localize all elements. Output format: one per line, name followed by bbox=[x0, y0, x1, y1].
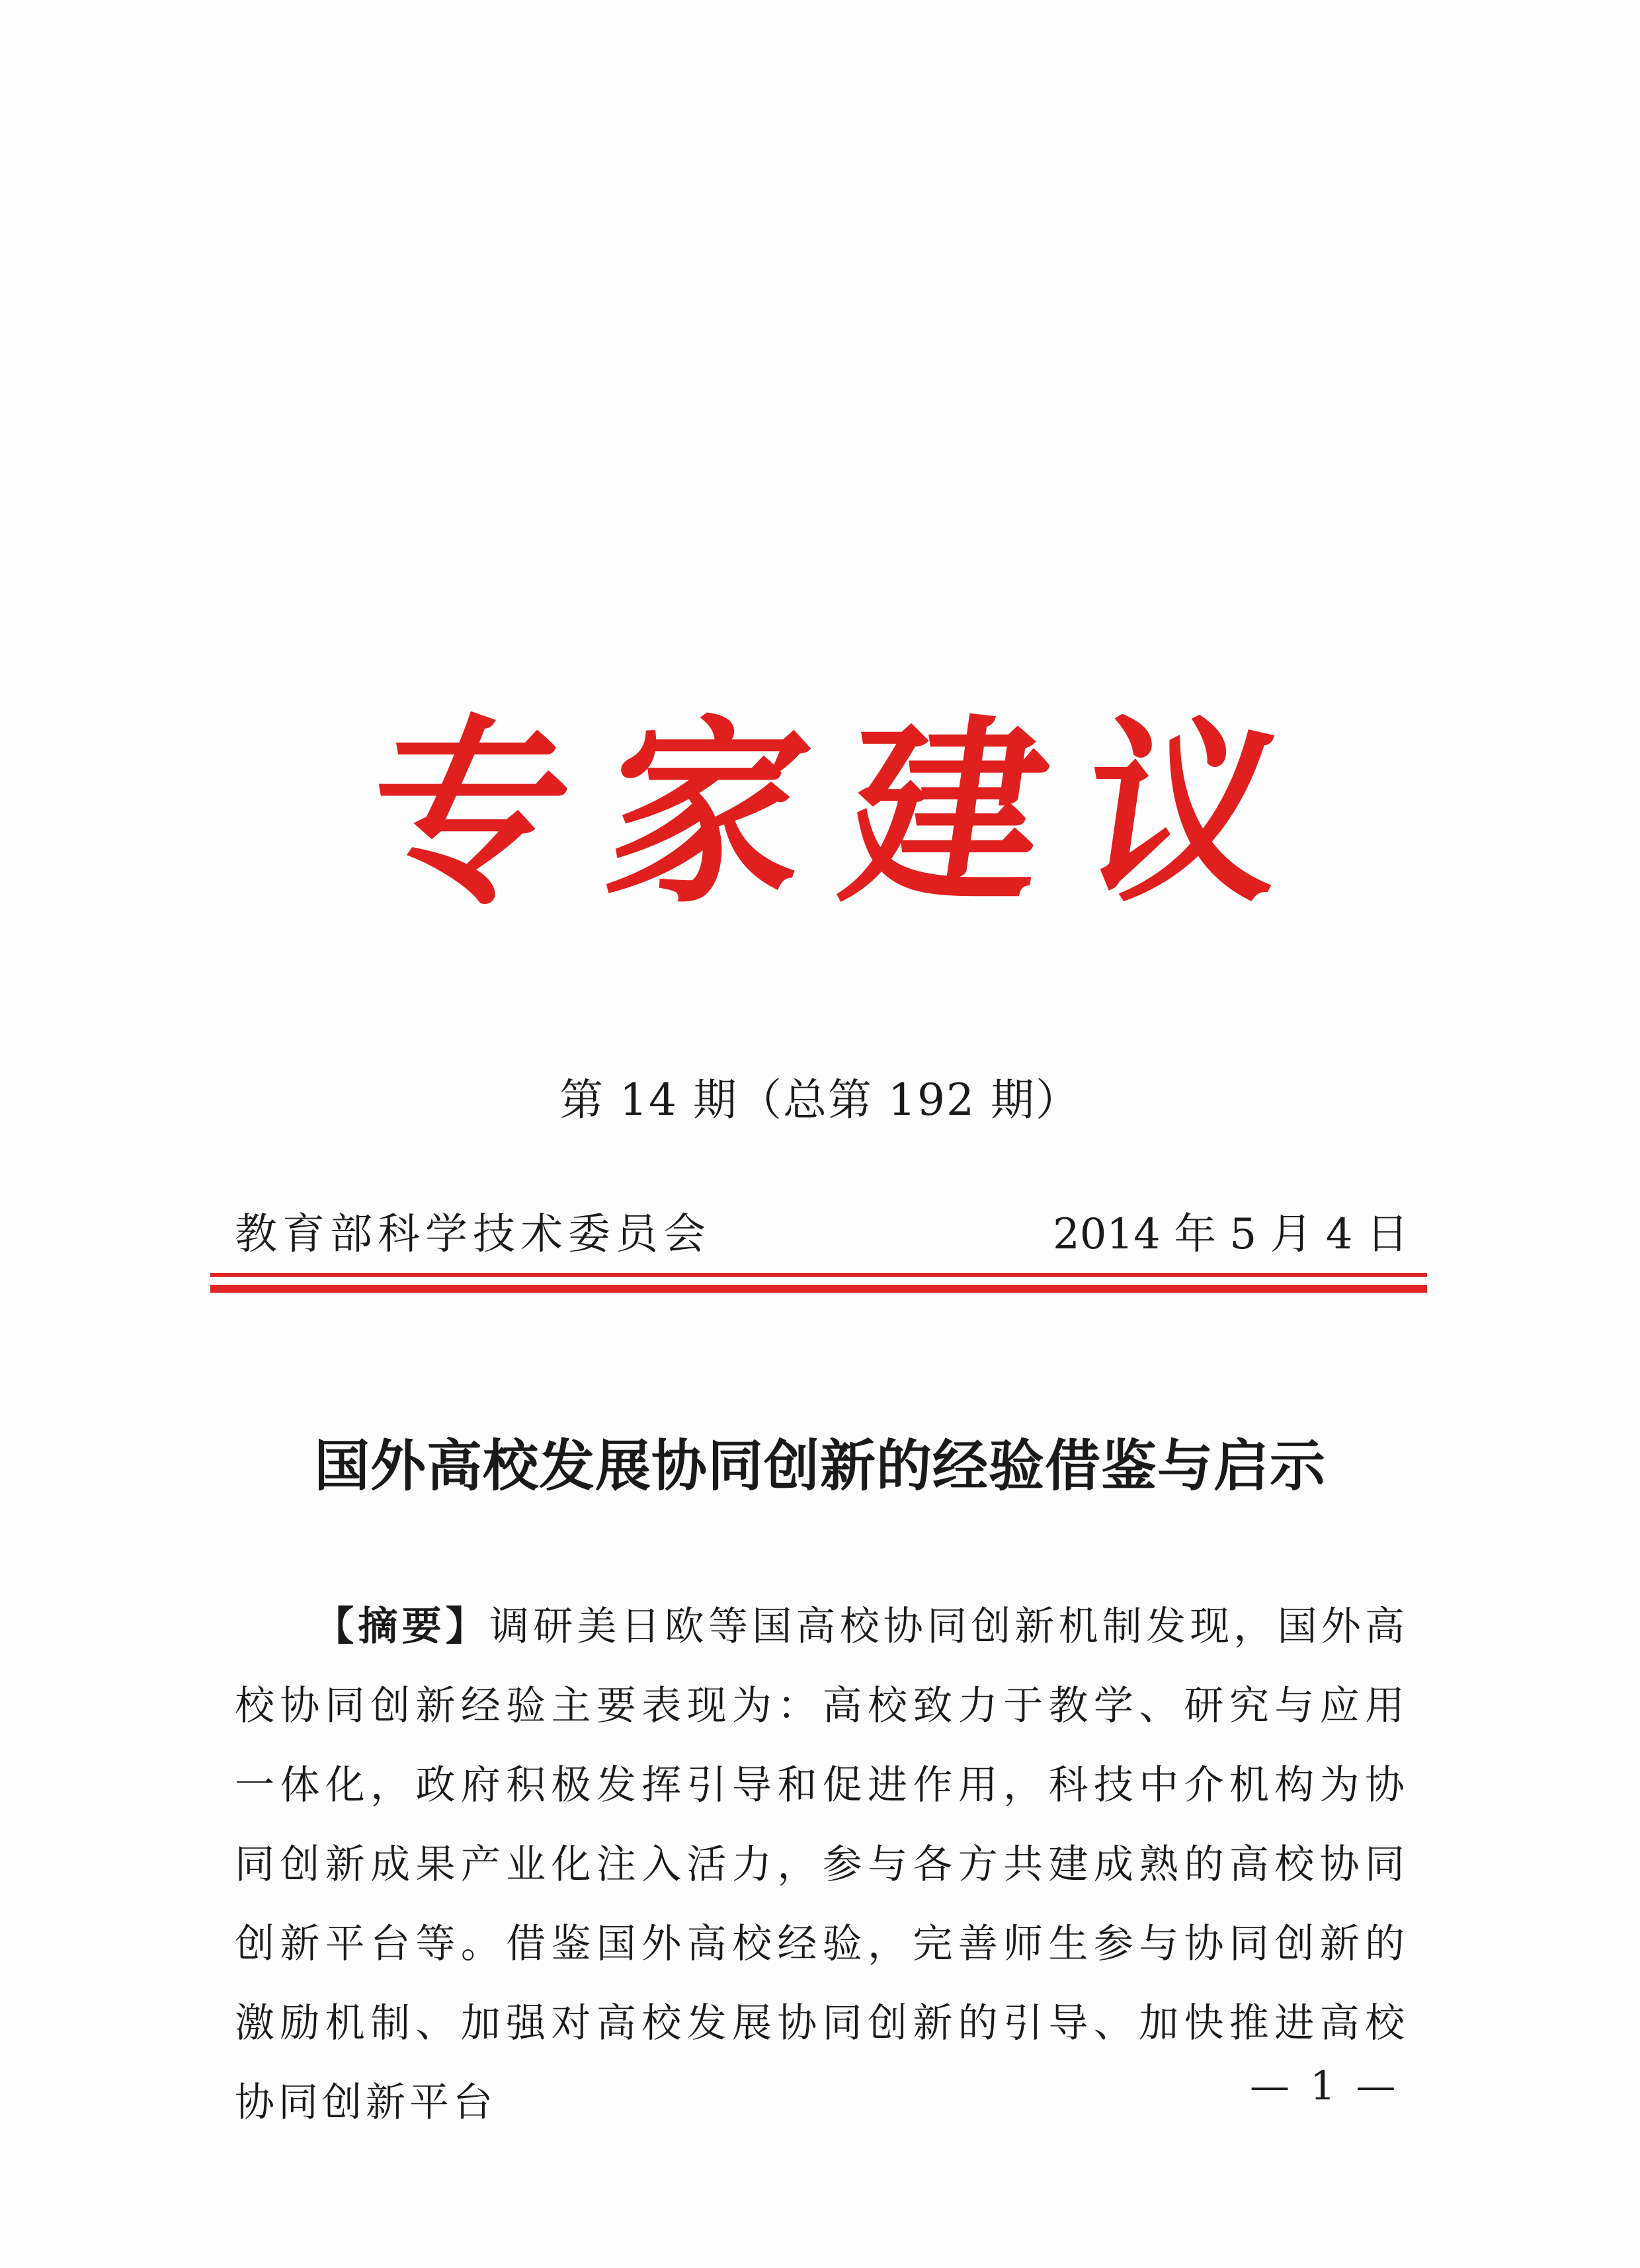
abstract-text: 调研美日欧等国高校协同创新机制发现，国外高校协同创新经验主要表现为：高校致力于教学、研究与应用一体化，政府积极发挥引导和促进作用，科技中介机构为协同创新成果产业化注入活力，参与各方共建成熟的高校协同创新平台等。借鉴国外高校经验，完善师生参与协同创新的激励机制、加强对高校发展协同创新的引导、加快推进高校协同创新平台 bbox=[235, 1603, 1409, 2126]
abstract-paragraph bbox=[235, 1587, 1409, 2142]
masthead-title bbox=[354, 696, 1299, 930]
article-title: 国外高校发展协同创新的经验借鉴与启示 bbox=[313, 1434, 1326, 1498]
issuer-date-row bbox=[235, 1200, 1409, 1260]
issuer-name: 教育部科学技术委员会 bbox=[235, 1210, 711, 1259]
issue-number: 第 14 期（总第 192 期） bbox=[559, 1074, 1081, 1125]
issue-date: 2014 年 5 月 4 日 bbox=[1052, 1210, 1409, 1259]
masthead-char: 议 bbox=[1068, 696, 1299, 930]
red-rule-thick bbox=[210, 1285, 1427, 1293]
masthead-char: 专 bbox=[354, 696, 585, 930]
masthead-char: 建 bbox=[830, 696, 1061, 930]
red-rule-thin bbox=[210, 1273, 1427, 1277]
abstract-label: 【摘要】 bbox=[314, 1603, 489, 1650]
page-number: — 1 — bbox=[1250, 2063, 1400, 2109]
masthead-char: 家 bbox=[592, 696, 823, 930]
